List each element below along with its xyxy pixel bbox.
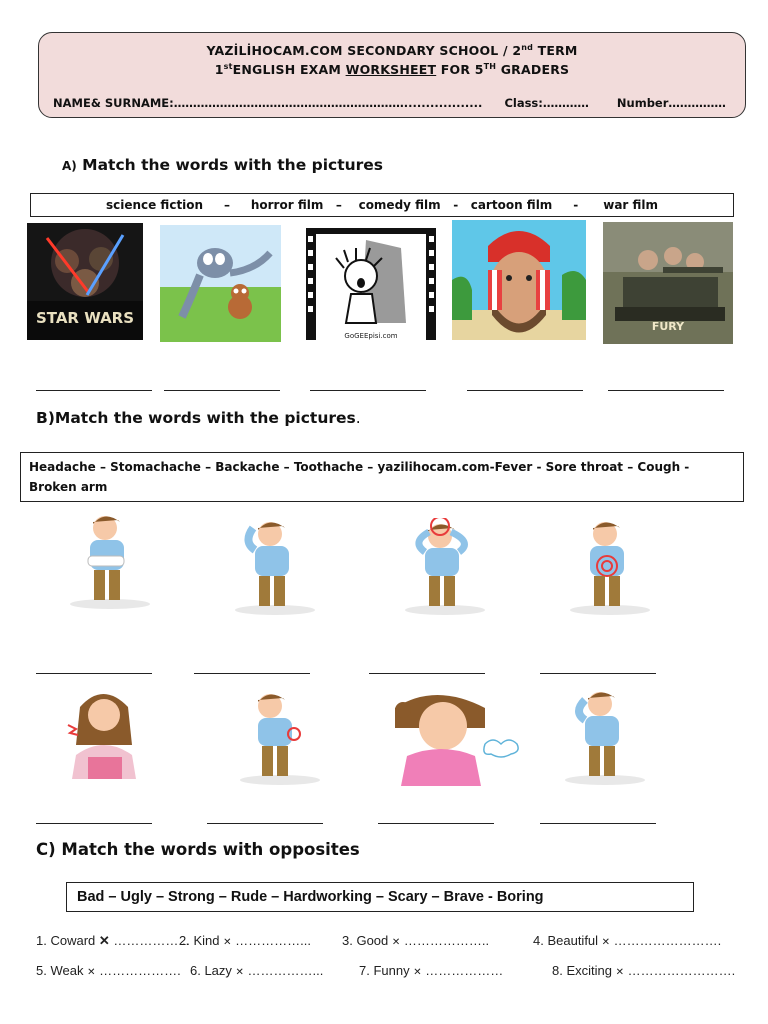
sore-throat-girl-figure <box>58 685 148 781</box>
answer-dots: ……………… <box>421 963 504 978</box>
answer-dots: ……………………. <box>623 963 736 978</box>
section-b-title <box>36 409 361 427</box>
header-sup: st <box>223 62 233 71</box>
opposite-item-6[interactable] <box>190 963 323 978</box>
cross-icon: ✕ <box>391 937 401 948</box>
header-term: TERM <box>533 43 578 59</box>
film-word-list: science fiction – horror film – comedy film - cartoon film - war film <box>105 198 659 212</box>
opposite-item-4[interactable] <box>533 933 721 948</box>
cross-icon: ✕ <box>235 967 244 978</box>
header-exam: ENGLISH EXAM <box>232 62 346 78</box>
opposite-item-5[interactable] <box>36 963 181 978</box>
header-line-1 <box>39 43 745 58</box>
answer-line-b4[interactable] <box>540 673 656 674</box>
opposite-label: 1. Coward <box>36 933 99 948</box>
answer-line-b6[interactable] <box>207 823 323 824</box>
opposite-word-box <box>66 882 694 912</box>
header-sup: nd <box>521 43 534 52</box>
header-graders: GRADERS <box>496 62 570 78</box>
exam-header <box>38 32 746 118</box>
opposite-label: 6. Lazy <box>190 963 236 978</box>
cross-icon: ✕ <box>98 933 110 948</box>
opposite-item-7[interactable] <box>359 963 503 978</box>
illness-word-list: Headache – Stomachache – Backache – Toothache – yazilihocam.com-Fever - Sore throat – Cough - Broken arm <box>29 460 690 494</box>
cross-icon: ✕ <box>87 967 96 978</box>
section-b-heading: B)Match the words with the pictures <box>36 409 356 427</box>
student-info-row <box>53 96 726 110</box>
header-exam-num: 1 <box>214 62 224 78</box>
cross-icon: ✕ <box>615 967 624 978</box>
headache-boy-figure <box>225 518 325 616</box>
broken-arm-figure <box>60 512 160 610</box>
opposite-label: 2. Kind <box>179 933 224 948</box>
class-field[interactable]: Class:………… <box>504 96 589 110</box>
star-wars-caption: STAR WARS <box>35 309 135 327</box>
cough-girl-figure <box>385 688 525 788</box>
answer-dots: ……………... <box>231 933 311 948</box>
fury-caption: FURY <box>651 320 685 333</box>
answer-line-b5[interactable] <box>36 823 152 824</box>
answer-dots: ……………... <box>243 963 324 978</box>
film-word-box <box>30 193 734 217</box>
answer-line-a3[interactable] <box>310 390 426 391</box>
section-a-letter: A) <box>62 159 77 173</box>
star-wars-poster <box>27 223 143 340</box>
opposite-label: 3. Good <box>342 933 392 948</box>
scared-woman-caption: GoGEEpisi.com <box>344 332 398 340</box>
section-a-title <box>62 156 383 174</box>
header-line-2 <box>39 62 745 77</box>
cross-icon: ✕ <box>413 967 422 978</box>
illness-word-box <box>20 452 744 502</box>
opposite-label: 4. Beautiful <box>533 933 602 948</box>
section-a-heading: Match the words with the pictures <box>76 156 384 174</box>
section-c-title <box>36 840 360 859</box>
toothache-figure <box>555 688 655 786</box>
opposite-item-3[interactable] <box>342 933 489 948</box>
answer-line-b1[interactable] <box>36 673 152 674</box>
name-field[interactable]: NAME& SURNAME:…………………………………………………….................. <box>53 96 483 110</box>
answer-line-a4[interactable] <box>467 390 583 391</box>
answer-dots: ……………….. <box>400 933 490 948</box>
tom-and-jerry-cartoon <box>160 225 281 342</box>
answer-line-b8[interactable] <box>540 823 656 824</box>
comedy-man-poster <box>452 220 586 340</box>
answer-line-a5[interactable] <box>608 390 724 391</box>
cross-icon: ✕ <box>601 937 611 948</box>
opposite-label: 5. Weak <box>36 963 88 978</box>
opposite-item-8[interactable] <box>552 963 735 978</box>
section-c-heading: C) Match the words with opposites <box>36 840 360 859</box>
answer-dots: ……………………. <box>610 933 722 948</box>
answer-line-a2[interactable] <box>164 390 280 391</box>
opposite-word-list: Bad – Ugly – Strong – Rude – Hardworking – Scary – Brave - Boring <box>77 889 544 905</box>
cross-icon: ✕ <box>223 937 232 948</box>
header-school: YAZİLİHOCAM.COM SECONDARY SCHOOL / 2 <box>206 43 522 59</box>
opposite-item-1[interactable] <box>36 933 189 949</box>
headache-pain-figure <box>395 518 495 616</box>
fury-war-poster <box>603 222 733 344</box>
answer-line-b7[interactable] <box>378 823 494 824</box>
backache-figure <box>230 688 330 786</box>
answer-line-b3[interactable] <box>369 673 485 674</box>
answer-line-b2[interactable] <box>194 673 310 674</box>
answer-dots: ………………. <box>95 963 181 978</box>
answer-line-a1[interactable] <box>36 390 152 391</box>
number-field[interactable]: Number…………… <box>616 96 726 110</box>
opposite-item-2[interactable] <box>179 933 311 948</box>
stomachache-figure <box>560 518 660 616</box>
opposite-label: 7. Funny <box>359 963 414 978</box>
header-sup: TH <box>483 62 497 71</box>
scared-woman-cartoon <box>306 228 436 340</box>
section-b-dot: . <box>355 409 361 427</box>
answer-dots: ……………... <box>109 933 190 948</box>
header-for: FOR 5 <box>436 62 484 78</box>
opposite-label: 8. Exciting <box>552 963 616 978</box>
header-worksheet: WORKSHEET <box>345 62 437 78</box>
